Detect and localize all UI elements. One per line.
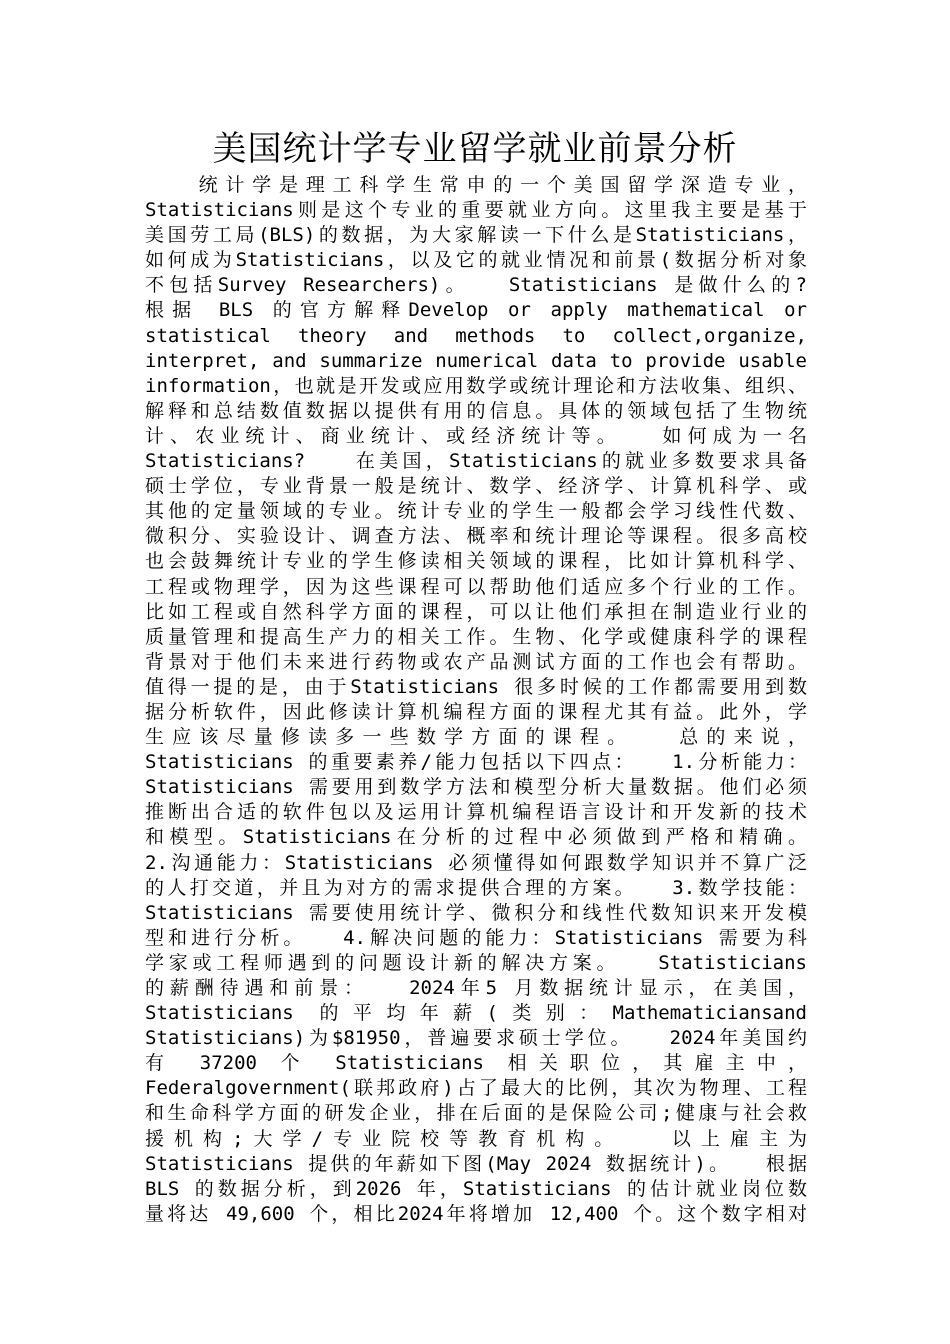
body-line: 和模型。Statisticians在分析的过程中必须做到严格和精确。 [145, 826, 807, 849]
document-title: 美国统计学专业留学就业前景分析 [212, 129, 738, 169]
body-line: 根据 BLS 的官方解释Develop or apply mathematical or [145, 299, 807, 322]
body-line: 解释和总结数值数据以提供有用的信息。具体的领域包括了生物统 [145, 399, 807, 422]
body-line: 也会鼓舞统计专业的学生修读相关领域的课程，比如计算机科学、 [145, 550, 807, 573]
body-line: 硕士学位，专业背景一般是统计、数学、经济学、计算机科学、或 [145, 475, 807, 498]
body-line: interpret, and summarize numerical data to provide usable [145, 349, 807, 372]
body-line: 背景对于他们未来进行药物或农产品测试方面的工作也会有帮助。 [145, 650, 807, 673]
body-line: 统计学是理工科学生常申的一个美国留学深造专业， [145, 174, 807, 196]
body-line: Statisticians则是这个专业的重要就业方向。这里我主要是基于 [145, 199, 807, 222]
body-line: Statisticians 的平均年薪(类别：Mathematiciansand [145, 1002, 807, 1025]
body-line: 值得一提的是，由于Statisticians 很多时候的工作都需要用到数 [145, 675, 807, 698]
body-line: 比如工程或自然科学方面的课程，可以让他们承担在制造业行业的 [145, 600, 807, 623]
body-line: 计、农业统计、商业统计、或经济统计等。 如何成为一名 [145, 424, 807, 447]
body-line: 不包括Survey Researchers)。 Statisticians 是做什么的? [145, 274, 807, 297]
body-line: 其他的定量领域的专业。统计专业的学生一般都会学习线性代数、 [145, 500, 807, 523]
body-line: 的薪酬待遇和前景： 2024年5 月数据统计显示，在美国， [145, 977, 807, 999]
body-line: 的人打交道，并且为对方的需求提供合理的方案。 3.数学技能： [145, 876, 807, 899]
body-line: 和生命科学方面的研发企业，排在后面的是保险公司;健康与社会救 [145, 1102, 807, 1125]
body-line: Statisticians? 在美国，Statisticians的就业多数要求具备 [145, 450, 807, 473]
document-body [145, 173, 807, 1227]
body-line: Statisticians 的重要素养/能力包括以下四点： 1.分析能力： [145, 751, 807, 774]
body-line: 工程或物理学，因为这些课程可以帮助他们适应多个行业的工作。 [145, 575, 807, 598]
body-line: information，也就是开发或应用数学或统计理论和方法收集、组织、 [145, 374, 807, 397]
body-line: 据分析软件，因此修读计算机编程方面的课程尤其有益。此外，学 [145, 700, 807, 723]
body-line: Statisticians 需要使用统计学、微积分和线性代数知识来开发模 [145, 901, 807, 924]
body-line: 推断出合适的软件包以及运用计算机编程语言设计和开发新的技术 [145, 801, 807, 824]
body-line: 微积分、实验设计、调查方法、概率和统计理论等课程。很多高校 [145, 525, 807, 548]
body-line: 量将达 49,600 个，相比2024年将增加 12,400 个。这个数字相对 [145, 1202, 807, 1225]
body-line: 2.沟通能力：Statisticians 必须懂得如何跟数学知识并不算广泛 [145, 851, 807, 874]
body-line: Federalgovernment(联邦政府)占了最大的比例，其次为物理、工程 [145, 1077, 807, 1100]
body-line: Statisticians 提供的年薪如下图(May 2024 数据统计)。 根据 [145, 1152, 807, 1175]
body-line: 有 37200 个 Statisticians 相关职位，其雇主中， [145, 1052, 807, 1075]
body-line: 学家或工程师遇到的问题设计新的解决方案。 Statisticians [145, 951, 807, 974]
body-line: Statisticians 需要用到数学方法和模型分析大量数据。他们必须 [145, 776, 807, 799]
body-line: 美国劳工局(BLS)的数据，为大家解读一下什么是Statisticians， [145, 224, 807, 247]
body-line: Statisticians)为$81950，普遍要求硕士学位。 2024年美国约 [145, 1027, 807, 1050]
body-line: 如何成为Statisticians，以及它的就业情况和前景(数据分析对象 [145, 249, 807, 272]
body-line: 生应该尽量修读多一些数学方面的课程。 总的来说， [145, 726, 807, 749]
body-line: 型和进行分析。 4.解决问题的能力：Statisticians 需要为科 [145, 926, 807, 949]
body-line: BLS 的数据分析，到2026 年，Statisticians 的估计就业岗位数 [145, 1177, 807, 1200]
body-line: 援机构;大学/专业院校等教育机构。 以上雇主为 [145, 1127, 807, 1150]
body-line: statistical theory and methods to collect,organize, [145, 324, 807, 347]
body-line: 质量管理和提高生产力的相关工作。生物、化学或健康科学的课程 [145, 625, 807, 648]
